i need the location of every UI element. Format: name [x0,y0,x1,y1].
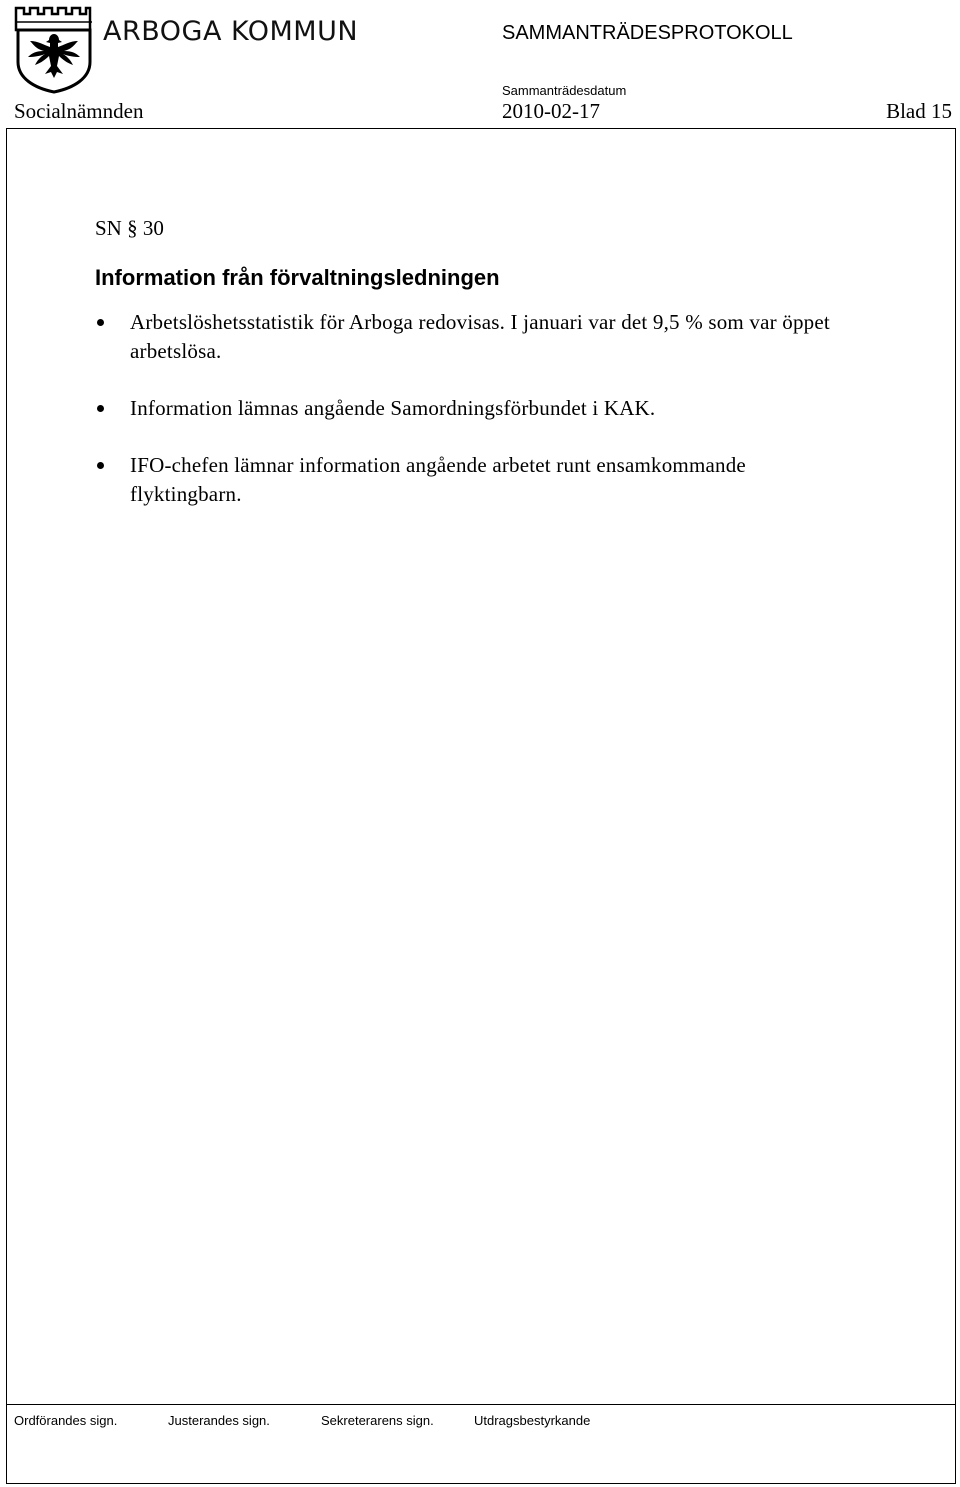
secretary-signature-label: Sekreterarens sign. [321,1413,434,1428]
list-item-text: Arbetslöshetsstatistik för Arboga redovisas. I januari var det 9,5 % som var öppet arbetslösa. [130,310,830,363]
list-item-text: Information lämnas angående Samordningsförbundet i KAK. [130,396,656,420]
list-item [88,451,848,509]
municipality-name: ARBOGA KOMMUN [103,16,359,47]
extract-certification-label: Utdragsbestyrkande [474,1413,591,1428]
bullet-icon [97,319,104,326]
bullet-icon [97,405,104,412]
coat-of-arms-logo [12,4,96,94]
list-item [88,394,848,423]
information-list [88,308,848,537]
list-item [88,308,848,366]
meeting-date: 2010-02-17 [502,99,600,123]
adjuster-signature-label: Justerandes sign. [168,1413,270,1428]
bullet-icon [97,462,104,469]
list-item-text: IFO-chefen lämnar information angående arbetet runt ensamkommande flyktingbarn. [130,453,746,506]
sheet-number: Blad 15 [886,99,952,123]
document-type: SAMMANTRÄDESPROTOKOLL [502,22,793,44]
signature-divider [6,1404,956,1405]
committee-name: Socialnämnden [14,99,144,123]
section-title: Information från förvaltningsledningen [95,265,500,290]
chair-signature-label: Ordförandes sign. [14,1413,118,1428]
meeting-date-label: Sammanträdesdatum [502,83,627,98]
paragraph-number: SN § 30 [95,216,164,240]
